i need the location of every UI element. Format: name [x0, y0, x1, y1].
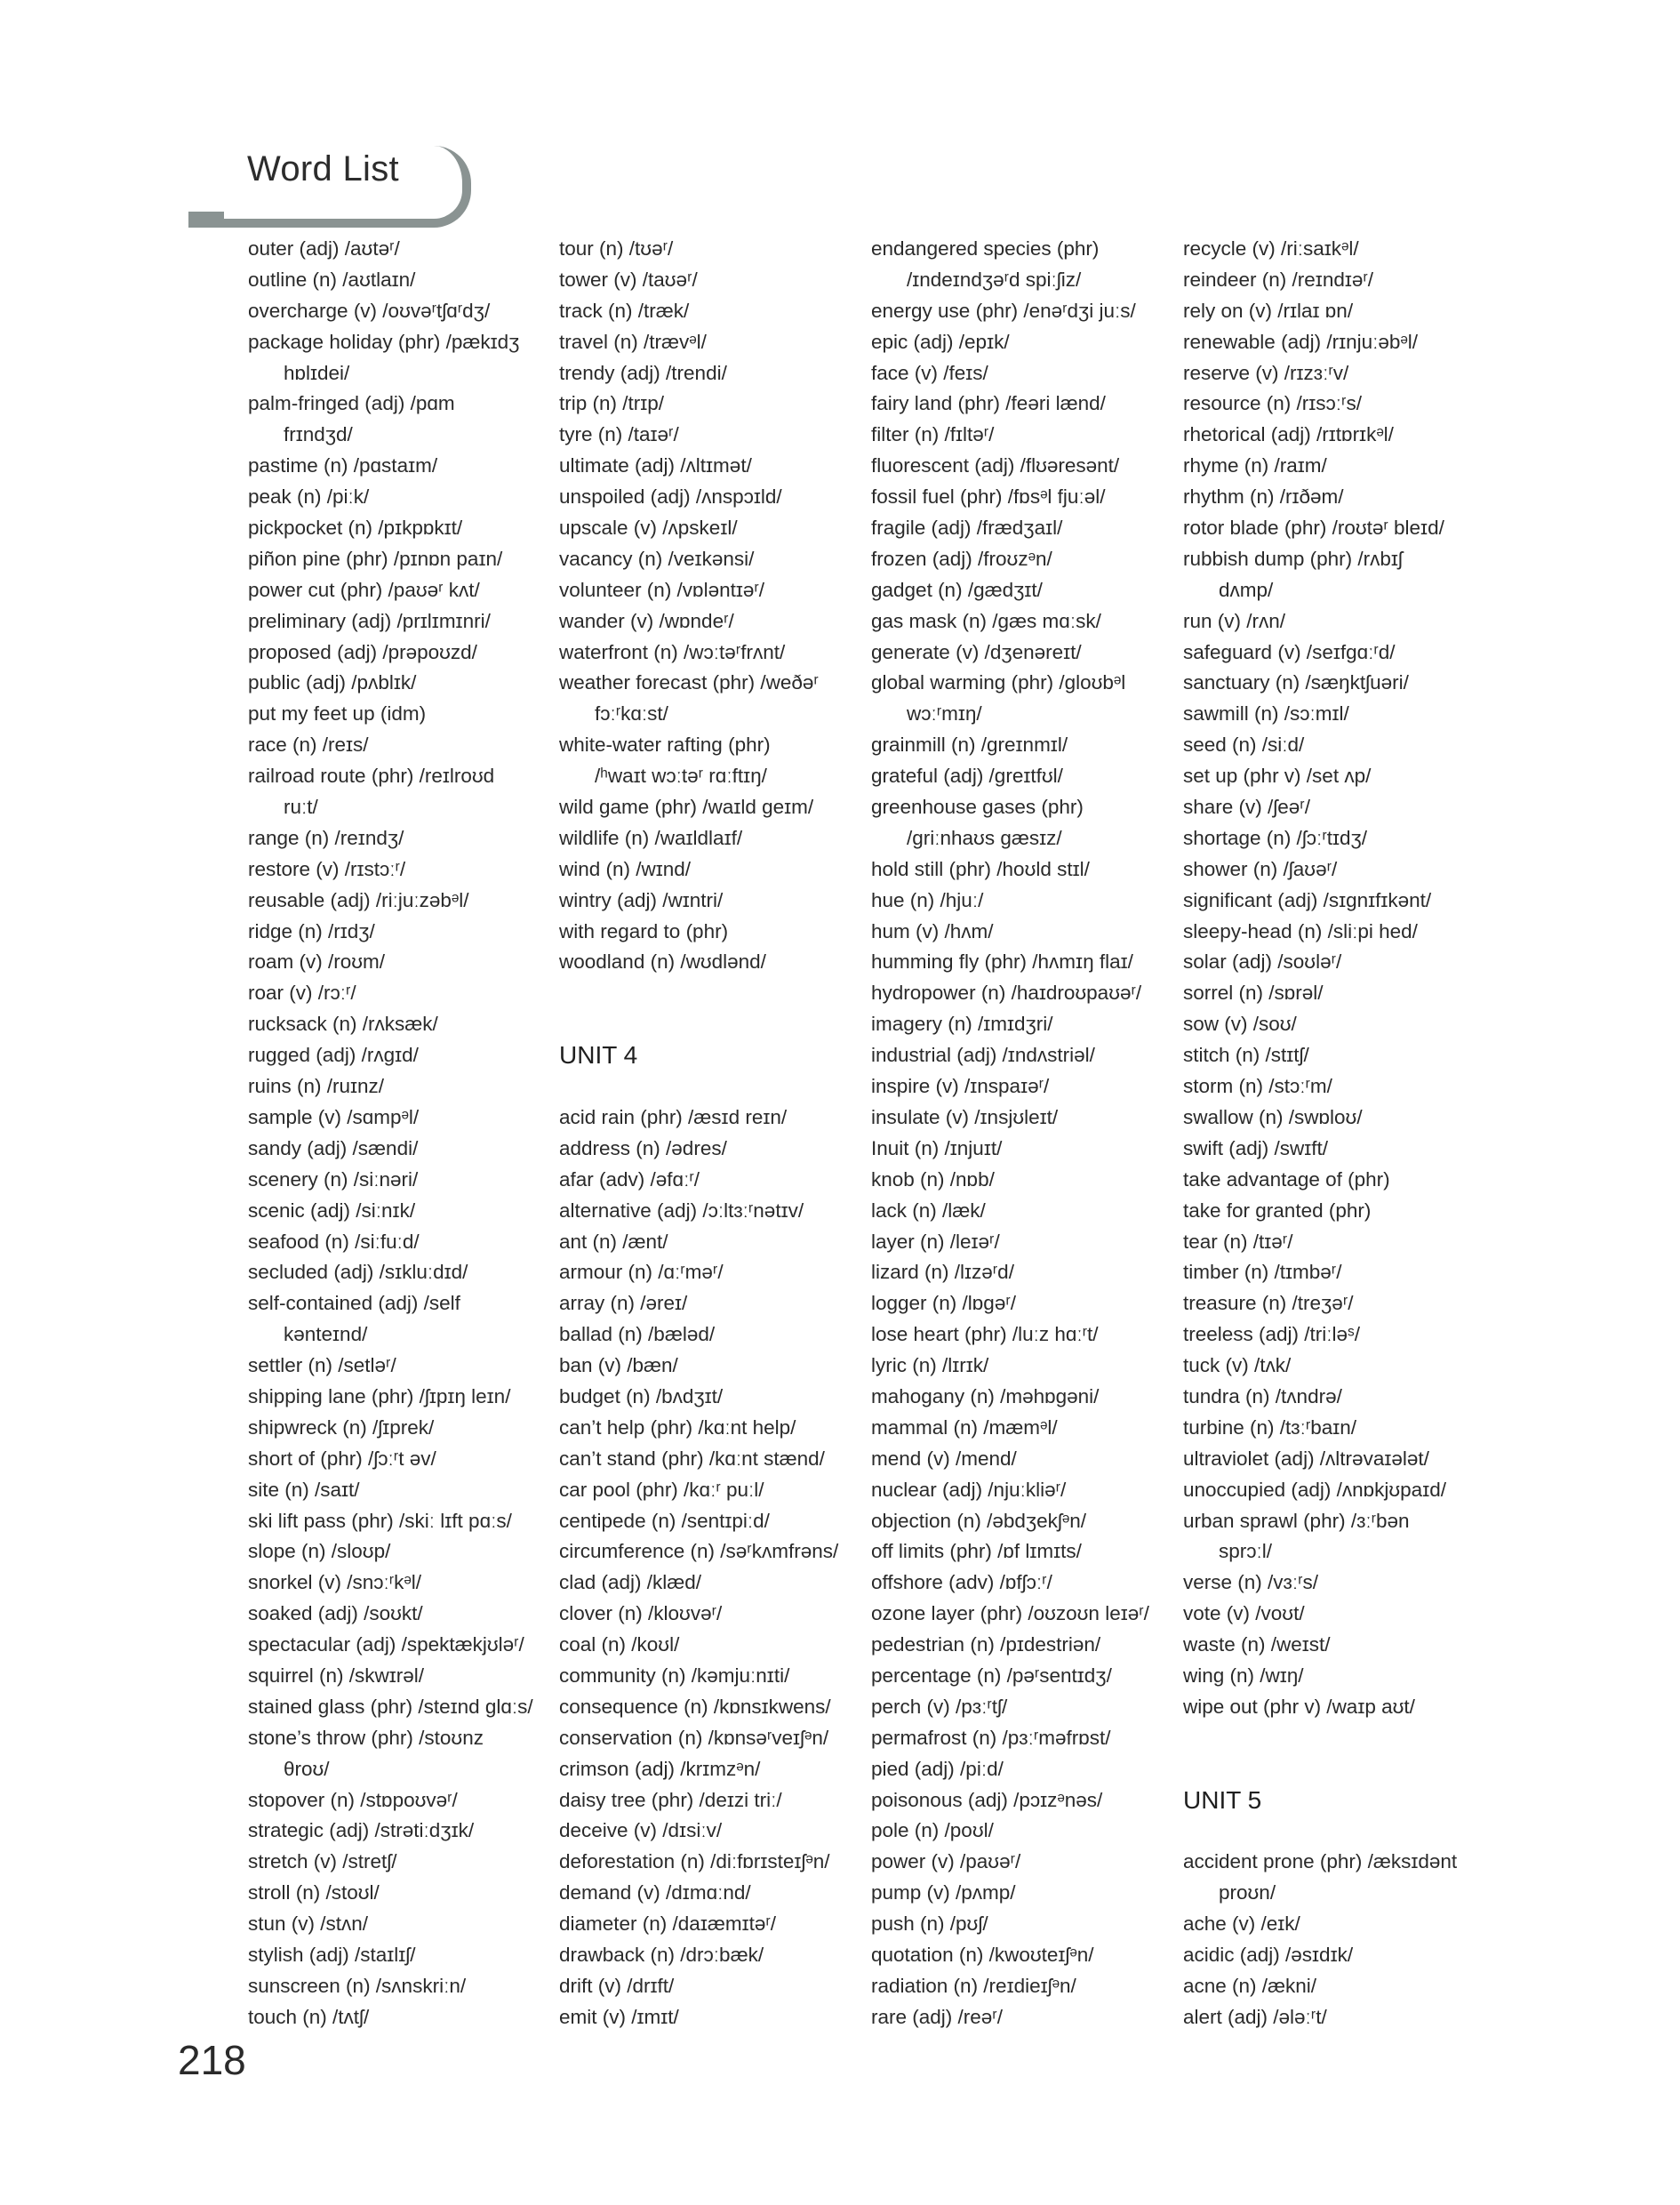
word-entry: mahogany (n) /məhɒgəni/ [871, 1384, 1100, 1407]
word-entry: inspire (v) /ɪnspaɪəʳ/ [871, 1075, 1050, 1098]
word-entry: off limits (phr) /ɒf lɪmɪts/ [871, 1540, 1082, 1563]
word-entry: unoccupied (adj) /ʌnɒkjʊpaɪd/ [1183, 1478, 1446, 1501]
word-entry: hold still (phr) /hoʊld stɪl/ [871, 857, 1090, 880]
word-entry: coal (n) /koʊl/ [559, 1633, 680, 1656]
word-entry: swallow (n) /swɒloʊ/ [1183, 1105, 1363, 1128]
header-rule [188, 212, 224, 220]
word-entry: frozen (adj) /froʊzᵊn/ [871, 547, 1052, 570]
word-entry: ridge (n) /rɪdʒ/ [248, 919, 375, 942]
word-entry: rely on (v) /rɪlaɪ ɒn/ [1183, 299, 1354, 322]
word-entry: ruins (n) /ruɪnz/ [248, 1075, 385, 1098]
word-entry: renewable (adj) /rɪnjuːəbᵊl/ [1183, 330, 1419, 353]
word-entry: piñon pine (phr) /pɪnɒn paɪn/ [248, 547, 503, 570]
word-entry: sleepy-head (n) /sliːpi hed/ [1183, 919, 1418, 942]
word-entry: push (n) /pʊʃ/ [871, 1912, 988, 1936]
word-entry: wander (v) /wɒndeʳ/ [559, 609, 734, 632]
word-entry: rotor blade (phr) /roʊtəʳ bleɪd/ [1183, 517, 1444, 540]
word-entry: tour (n) /tʊəʳ/ [559, 237, 674, 260]
word-entry: stretch (v) /stretʃ/ [248, 1850, 397, 1873]
word-entry: layer (n) /leɪəʳ/ [871, 1230, 1000, 1253]
word-entry: tuck (v) /tʌk/ [1183, 1354, 1292, 1377]
word-column-3 [871, 234, 1173, 2033]
word-entry: wipe out (phr v) /waɪp aʊt/ [1183, 1695, 1415, 1718]
word-entry: shipping lane (phr) /ʃɪpɪŋ leɪn/ [248, 1384, 511, 1407]
word-entry: run (v) /rʌn/ [1183, 609, 1286, 632]
word-entry: ache (v) /eɪk/ [1183, 1912, 1300, 1936]
word-entry: logger (n) /lɒgəʳ/ [871, 1292, 1016, 1315]
word-entry: proposed (adj) /prəpoʊzd/ [248, 640, 477, 663]
word-entry: endangered species (phr) [871, 237, 1100, 260]
word-entry: sow (v) /soʊ/ [1183, 1013, 1297, 1036]
word-entry-continuation: /ʰwaɪt wɔːtəʳ rɑːftɪŋ/ [595, 765, 767, 788]
word-entry: range (n) /reɪndʒ/ [248, 826, 404, 849]
word-entry: upscale (v) /ʌpskeɪl/ [559, 517, 738, 540]
word-entry: hue (n) /hjuː/ [871, 888, 984, 911]
word-entry: energy use (phr) /enəʳdʒi juːs/ [871, 299, 1136, 322]
word-entry: package holiday (phr) /pækɪdʒ [248, 330, 520, 353]
word-entry: lizard (n) /lɪzəʳd/ [871, 1261, 1014, 1284]
word-entry: power (v) /paʊəʳ/ [871, 1850, 1021, 1873]
word-entry: deforestation (n) /diːfɒrɪsteɪʃᵊn/ [559, 1850, 830, 1873]
word-entry: centipede (n) /sentɪpiːd/ [559, 1509, 770, 1532]
word-entry: fluorescent (adj) /flʊəresənt/ [871, 454, 1120, 477]
word-entry: stained glass (phr) /steɪnd glɑːs/ [248, 1695, 533, 1718]
word-entry: industrial (adj) /ɪndʌstriəl/ [871, 1044, 1095, 1067]
word-entry: short of (phr) /ʃɔːʳt əv/ [248, 1447, 436, 1470]
word-entry: sawmill (n) /sɔːmɪl/ [1183, 702, 1349, 726]
word-entry: wing (n) /wɪŋ/ [1183, 1664, 1304, 1687]
word-entry: ultraviolet (adj) /ʌltrəvaɪələt/ [1183, 1447, 1429, 1470]
word-entry-continuation: wɔːʳmɪŋ/ [907, 702, 982, 726]
word-entry: travel (n) /trævᵊl/ [559, 330, 707, 353]
word-entry: drift (v) /drɪft/ [559, 1974, 675, 1997]
word-entry: accident prone (phr) /æksɪdənt [1183, 1850, 1458, 1873]
word-entry: snorkel (v) /snɔːʳkᵊl/ [248, 1571, 422, 1594]
word-entry: gas mask (n) /gæs mɑːsk/ [871, 609, 1101, 632]
unit-heading: UNIT 5 [1183, 1785, 1262, 1814]
word-entry: generate (v) /dʒenəreɪt/ [871, 640, 1082, 663]
word-entry: restore (v) /rɪstɔːʳ/ [248, 857, 406, 880]
word-entry: put my feet up (idm) [248, 702, 427, 726]
word-entry: sanctuary (n) /sæŋktʃuəri/ [1183, 671, 1409, 694]
word-entry: ban (v) /bæn/ [559, 1354, 678, 1377]
word-entry: sorrel (n) /sɒrəl/ [1183, 982, 1324, 1005]
word-entry: tear (n) /tɪəʳ/ [1183, 1230, 1293, 1253]
word-entry: grateful (adj) /greɪtfʊl/ [871, 765, 1063, 788]
word-entry: pickpocket (n) /pɪkpɒkɪt/ [248, 517, 463, 540]
word-entry: touch (n) /tʌtʃ/ [248, 2005, 370, 2028]
word-entry: significant (adj) /sɪgnɪfɪkənt/ [1183, 888, 1432, 911]
word-entry: tower (v) /taʊəʳ/ [559, 268, 698, 291]
word-entry: can’t stand (phr) /kɑːnt stænd/ [559, 1447, 825, 1470]
word-entry: scenic (adj) /siːnɪk/ [248, 1199, 416, 1222]
word-entry: budget (n) /bʌdʒɪt/ [559, 1384, 724, 1407]
page-number: 218 [178, 2037, 246, 2083]
word-entry: radiation (n) /reɪdieɪʃᵊn/ [871, 1974, 1076, 1997]
word-entry: array (n) /əreɪ/ [559, 1292, 688, 1315]
word-entry: fossil fuel (phr) /fɒsᵊl fjuːəl/ [871, 485, 1106, 509]
word-entry: public (adj) /pʌblɪk/ [248, 671, 417, 694]
word-entry: alert (adj) /ələːʳt/ [1183, 2005, 1327, 2028]
word-entry: unspoiled (adj) /ʌnspɔɪld/ [559, 485, 782, 509]
word-entry: sunscreen (n) /sʌnskriːn/ [248, 1974, 467, 1997]
word-entry: rubbish dump (phr) /rʌbɪʃ [1183, 547, 1403, 570]
word-entry: power cut (phr) /paʊəʳ kʌt/ [248, 578, 480, 601]
word-entry: with regard to (phr) [559, 919, 729, 942]
word-entry: pedestrian (n) /pɪdestriən/ [871, 1633, 1101, 1656]
word-entry: rare (adj) /reəʳ/ [871, 2005, 1003, 2028]
word-entry: pastime (n) /pɑstaɪm/ [248, 454, 438, 477]
column-spacer [559, 1071, 861, 1102]
word-entry: Inuit (n) /ɪnjuɪt/ [871, 1136, 1003, 1159]
word-entry-continuation: sprɔːl/ [1219, 1540, 1273, 1563]
word-entry: ant (n) /ænt/ [559, 1230, 668, 1253]
word-entry: rhetorical (adj) /rɪtɒrɪkᵊl/ [1183, 423, 1394, 446]
word-entry: ballad (n) /bæləd/ [559, 1323, 716, 1346]
word-entry: race (n) /reɪs/ [248, 734, 369, 757]
word-entry: perch (v) /pɜːʳtʃ/ [871, 1695, 1008, 1718]
word-entry: stylish (adj) /staɪlɪʃ/ [248, 1943, 416, 1966]
word-entry: roar (v) /rɔːʳ/ [248, 982, 356, 1005]
word-entry: circumference (n) /səʳkʌmfrəns/ [559, 1540, 839, 1563]
word-entry: stun (v) /stʌn/ [248, 1912, 369, 1936]
word-entry: reserve (v) /rɪzɜːʳv/ [1183, 361, 1349, 384]
word-entry: overcharge (v) /oʊvəʳtʃɑʳdʒ/ [248, 299, 491, 322]
word-entry: settler (n) /setləʳ/ [248, 1354, 396, 1377]
word-entry: insulate (v) /ɪnsjʊleɪt/ [871, 1105, 1059, 1128]
word-entry: address (n) /ədres/ [559, 1136, 727, 1159]
word-entry: waterfront (n) /wɔːtəʳfrʌnt/ [559, 640, 786, 663]
word-entry: urban sprawl (phr) /ɜːʳbən [1183, 1509, 1410, 1532]
word-entry: afar (adv) /əfɑːʳ/ [559, 1167, 700, 1191]
word-entry: ski lift pass (phr) /skiː lɪft pɑːs/ [248, 1509, 512, 1532]
word-entry: lack (n) /læk/ [871, 1199, 986, 1222]
column-spacer [559, 978, 861, 1009]
word-entry: acidic (adj) /əsɪdɪk/ [1183, 1943, 1354, 1966]
word-entry-continuation: ruːt/ [284, 796, 318, 819]
unit-heading: UNIT 4 [559, 1041, 638, 1070]
word-entry-continuation: kənteɪnd/ [284, 1323, 368, 1346]
word-entry: set up (phr v) /set ʌp/ [1183, 765, 1372, 788]
word-entry: white-water rafting (phr) [559, 734, 771, 757]
word-entry: permafrost (n) /pɜːʳməfrɒst/ [871, 1726, 1111, 1749]
word-entry: consequence (n) /kɒnsɪkwens/ [559, 1695, 831, 1718]
word-entry: stitch (n) /stɪtʃ/ [1183, 1044, 1309, 1067]
word-entry: offshore (adv) /ɒfʃɔːʳ/ [871, 1571, 1052, 1594]
word-entry: pied (adj) /piːd/ [871, 1757, 1004, 1780]
word-entry: wild game (phr) /waɪld geɪm/ [559, 796, 814, 819]
page-title: Word List [247, 149, 399, 188]
word-entry: trendy (adj) /trendi/ [559, 361, 727, 384]
word-entry: shortage (n) /ʃɔːʳtɪdʒ/ [1183, 826, 1367, 849]
word-entry-continuation: hɒlɪdei/ [284, 361, 350, 384]
word-entry: ultimate (adj) /ʌltɪmət/ [559, 454, 752, 477]
word-entry-continuation: θroʊ/ [284, 1757, 330, 1780]
column-spacer [559, 1009, 861, 1040]
word-column-1 [248, 234, 550, 2033]
word-entry: mammal (n) /mæmᵊl/ [871, 1415, 1058, 1439]
word-entry: deceive (v) /dɪsiːv/ [559, 1819, 723, 1842]
word-entry: rucksack (n) /rʌksæk/ [248, 1013, 438, 1036]
word-entry: scenery (n) /siːnəri/ [248, 1167, 419, 1191]
word-entry: outer (adj) /aʊtəʳ/ [248, 237, 400, 260]
column-spacer [1183, 1754, 1490, 1785]
word-entry: take for granted (phr) [1183, 1199, 1372, 1222]
word-entry: outline (n) /aʊtlaɪn/ [248, 268, 416, 291]
word-entry: swift (adj) /swɪft/ [1183, 1136, 1329, 1159]
word-entry: clover (n) /kloʊvəʳ/ [559, 1602, 723, 1625]
word-entry: acne (n) /ækni/ [1183, 1974, 1317, 1997]
word-entry: nuclear (adj) /njuːkliəʳ/ [871, 1478, 1067, 1501]
word-entry: treasure (n) /treʒəʳ/ [1183, 1292, 1354, 1315]
word-entry: sample (v) /sɑmpᵊl/ [248, 1105, 420, 1128]
word-entry: armour (n) /ɑːʳməʳ/ [559, 1261, 724, 1284]
word-entry: poisonous (adj) /pɔɪzᵊnəs/ [871, 1788, 1103, 1811]
word-entry: solar (adj) /soʊləʳ/ [1183, 950, 1342, 974]
word-column-2 [559, 234, 861, 2033]
word-entry: demand (v) /dɪmɑːnd/ [559, 1881, 751, 1904]
word-entry: mend (v) /mend/ [871, 1447, 1017, 1470]
word-entry: wildlife (n) /waɪldlaɪf/ [559, 826, 743, 849]
word-entry: seafood (n) /siːfuːd/ [248, 1230, 420, 1253]
word-entry: filter (n) /fɪltəʳ/ [871, 423, 995, 446]
word-entry: stopover (n) /stɒpoʊvəʳ/ [248, 1788, 458, 1811]
word-entry: strategic (adj) /strətiːdʒɪk/ [248, 1819, 475, 1842]
word-entry: volunteer (n) /vɒləntɪəʳ/ [559, 578, 765, 601]
word-entry: fairy land (phr) /feəri lænd/ [871, 392, 1106, 415]
word-entry: squirrel (n) /skwɪrəl/ [248, 1664, 425, 1687]
word-entry: gadget (n) /gædʒɪt/ [871, 578, 1043, 601]
word-entry: humming fly (phr) /hʌmɪŋ flaɪ/ [871, 950, 1133, 974]
word-entry: roam (v) /roʊm/ [248, 950, 386, 974]
word-entry-continuation: fɔːʳkɑːst/ [595, 702, 668, 726]
word-entry: stone’s throw (phr) /stoʊnz [248, 1726, 484, 1749]
word-entry: weather forecast (phr) /weðəʳ [559, 671, 819, 694]
word-entry: shower (n) /ʃaʊəʳ/ [1183, 857, 1338, 880]
word-column-4 [1183, 234, 1490, 2033]
word-entry: crimson (adj) /krɪmzᵊn/ [559, 1757, 761, 1780]
word-entry: community (n) /kəmjuːnɪti/ [559, 1664, 790, 1687]
word-entry: epic (adj) /epɪk/ [871, 330, 1010, 353]
word-entry: storm (n) /stɔːʳm/ [1183, 1075, 1332, 1098]
word-entry: acid rain (phr) /æsɪd reɪn/ [559, 1105, 788, 1128]
word-entry: car pool (phr) /kɑːʳ puːl/ [559, 1478, 764, 1501]
word-entry-continuation: frɪndʒd/ [284, 423, 353, 446]
word-entry: drawback (n) /drɔːbæk/ [559, 1943, 764, 1966]
word-entry-continuation: proʊn/ [1219, 1881, 1276, 1904]
word-entry: quotation (n) /kwoʊteɪʃᵊn/ [871, 1943, 1094, 1966]
word-entry: take advantage of (phr) [1183, 1167, 1390, 1191]
word-entry: reindeer (n) /reɪndɪəʳ/ [1183, 268, 1374, 291]
word-entry: conservation (n) /kɒnsəʳveɪʃᵊn/ [559, 1726, 829, 1749]
word-entry: resource (n) /rɪsɔːʳs/ [1183, 392, 1362, 415]
word-entry: wind (n) /wɪnd/ [559, 857, 692, 880]
word-entry: timber (n) /tɪmbəʳ/ [1183, 1261, 1342, 1284]
word-entry: secluded (adj) /sɪkluːdɪd/ [248, 1261, 468, 1284]
word-entry: slope (n) /sloʊp/ [248, 1540, 391, 1563]
word-entry: rhythm (n) /rɪðəm/ [1183, 485, 1344, 509]
word-entry: imagery (n) /ɪmɪdʒri/ [871, 1013, 1053, 1036]
word-entry: palm-fringed (adj) /pɑm [248, 392, 455, 415]
word-entry: grainmill (n) /greɪnmɪl/ [871, 734, 1068, 757]
word-entry: reusable (adj) /riːjuːzəbᵊl/ [248, 888, 469, 911]
word-entry: recycle (v) /riːsaɪkᵊl/ [1183, 237, 1359, 260]
word-entry: alternative (adj) /ɔːltɜːʳnətɪv/ [559, 1199, 804, 1222]
word-entry: tundra (n) /tʌndrə/ [1183, 1384, 1342, 1407]
word-entry: can’t help (phr) /kɑːnt help/ [559, 1415, 796, 1439]
word-entry: seed (n) /siːd/ [1183, 734, 1305, 757]
word-entry: global warming (phr) /gloʊbᵊl [871, 671, 1126, 694]
word-entry: hydropower (n) /haɪdroʊpaʊəʳ/ [871, 982, 1142, 1005]
word-entry: preliminary (adj) /prɪlɪmɪnri/ [248, 609, 491, 632]
word-entry: shipwreck (n) /ʃɪprek/ [248, 1415, 435, 1439]
word-entry: diameter (n) /daɪæmɪtəʳ/ [559, 1912, 776, 1936]
word-entry-continuation: /griːnhaʊs gæsɪz/ [907, 826, 1062, 849]
word-entry: verse (n) /vɜːʳs/ [1183, 1571, 1318, 1594]
word-entry-continuation: /ɪndeɪndʒəʳd spiːʃiz/ [907, 268, 1082, 291]
word-entry: knob (n) /nɒb/ [871, 1167, 995, 1191]
word-entry: pole (n) /poʊl/ [871, 1819, 994, 1842]
word-entry: railroad route (phr) /reɪlroʊd [248, 765, 495, 788]
column-spacer [1183, 1816, 1490, 1847]
word-entry: peak (n) /piːk/ [248, 485, 370, 509]
word-entry: lyric (n) /lɪrɪk/ [871, 1354, 989, 1377]
word-entry: site (n) /saɪt/ [248, 1478, 360, 1501]
word-entry: vacancy (n) /veɪkənsi/ [559, 547, 755, 570]
word-entry: trip (n) /trɪp/ [559, 392, 665, 415]
word-entry: wintry (adj) /wɪntri/ [559, 888, 724, 911]
word-entry: woodland (n) /wʊdlənd/ [559, 950, 766, 974]
word-entry: sandy (adj) /sændi/ [248, 1136, 419, 1159]
word-entry: lose heart (phr) /luːz hɑːʳt/ [871, 1323, 1099, 1346]
word-entry: waste (n) /weɪst/ [1183, 1633, 1331, 1656]
word-entry: safeguard (v) /seɪfgɑːʳd/ [1183, 640, 1396, 663]
word-entry: stroll (n) /stoʊl/ [248, 1881, 380, 1904]
word-entry: vote (v) /voʊt/ [1183, 1602, 1305, 1625]
word-entry: fragile (adj) /frædʒaɪl/ [871, 517, 1063, 540]
word-entry: turbine (n) /tɜːʳbaɪn/ [1183, 1415, 1357, 1439]
word-entry: rhyme (n) /raɪm/ [1183, 454, 1327, 477]
word-entry: face (v) /feɪs/ [871, 361, 988, 384]
word-entry: share (v) /ʃeəʳ/ [1183, 796, 1310, 819]
word-entry: pump (v) /pʌmp/ [871, 1881, 1016, 1904]
word-entry: emit (v) /ɪmɪt/ [559, 2005, 679, 2028]
word-entry: soaked (adj) /soʊkt/ [248, 1602, 423, 1625]
word-entry: tyre (n) /taɪəʳ/ [559, 423, 679, 446]
word-entry-continuation: dʌmp/ [1219, 578, 1274, 601]
word-entry: hum (v) /hʌm/ [871, 919, 994, 942]
word-entry: rugged (adj) /rʌgɪd/ [248, 1044, 419, 1067]
word-entry: ozone layer (phr) /oʊzoʊn leɪəʳ/ [871, 1602, 1149, 1625]
word-entry: treeless (adj) /triːləˢ/ [1183, 1323, 1360, 1346]
word-entry: clad (adj) /klæd/ [559, 1571, 702, 1594]
word-entry: track (n) /træk/ [559, 299, 690, 322]
word-entry: percentage (n) /pəʳsentɪdʒ/ [871, 1664, 1112, 1687]
word-entry: self-contained (adj) /self [248, 1292, 460, 1315]
word-entry: spectacular (adj) /spektækjʊləʳ/ [248, 1633, 524, 1656]
column-spacer [1183, 1723, 1490, 1754]
word-entry: objection (n) /əbdʒekʃᵊn/ [871, 1509, 1087, 1532]
word-entry: greenhouse gases (phr) [871, 796, 1084, 819]
word-entry: daisy tree (phr) /deɪzi triː/ [559, 1788, 782, 1811]
